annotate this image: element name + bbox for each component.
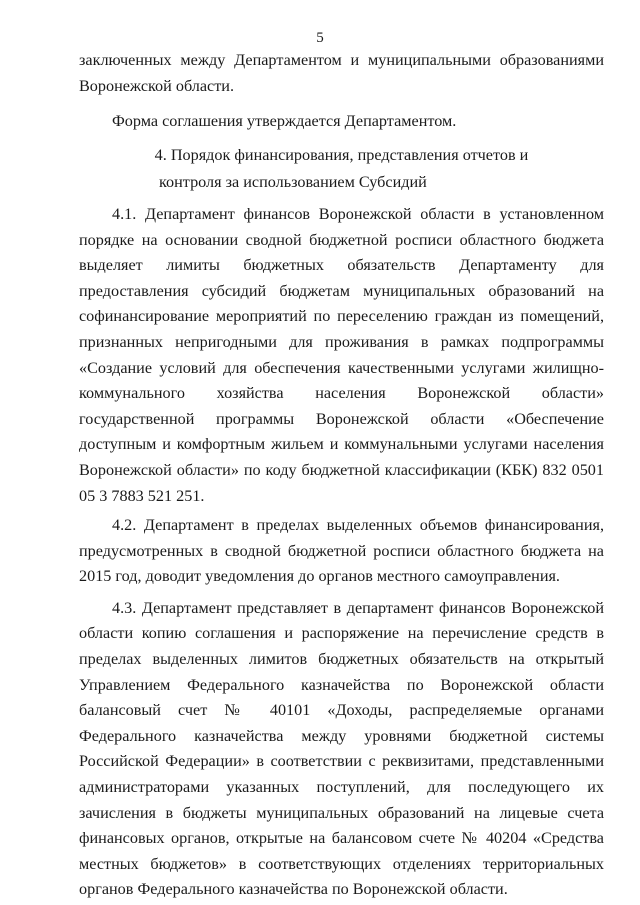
- paragraph-form: Форма соглашения утверждается Департаментом.: [112, 112, 457, 131]
- paragraph-4-2: 4.2. Департамент в пределах выделенных объемов финансирования, предусмотренных в сводной бюджетной росписи областного бюджета на 2015 год, доводит уведомления до органов местного самоуправления.: [79, 516, 604, 586]
- paragraph-4-3: 4.3. Департамент представляет в департамент финансов Воронежской области копию соглашения и распоряжение на перечисление средств в пределах выделенных лимитов бюджетных обязательств на открытый Управлением Федерального казначейства по Воронежской области балансовый счет № 40101 «Доходы, распределяемые органами Федерального казначейства между уровнями бюджетной системы Российской Федерации» в соответствии с реквизитами, представленными администраторами указанных поступлений, для последующего их зачисления в бюджеты муниципальных образований на лицевые счета финансовых органов, открытые на балансовом счете № 40204 «Средства местных бюджетов» в соответствующих отделениях территориальных органов Федерального казначейства по Воронежской области.: [79, 598, 604, 899]
- section-title-line-1: 4. Порядок финансирования, представления отчетов и: [154, 145, 529, 164]
- paragraph-continuation: заключенных между Департаментом и муниципальными образованиями Воронежской области.: [79, 51, 604, 95]
- section-title-line-2: контроля за использованием Субсидий: [159, 173, 427, 192]
- paragraph-4-1: 4.1. Департамент финансов Воронежской области в установленном порядке на основании сводной бюджетной росписи областного бюджета выделяет лимиты бюджетных обязательств Департаменту для предоставления субсидий бюджетам муниципальных образований на софинансирование мероприятий по переселению граждан из помещений, признанных непригодными для проживания в рамках подпрограммы «Создание условий для обеспечения качественными услугами жилищно-коммунального хозяйства населения Воронежской области» государственной программы Воронежской области «Обеспечение доступным и комфортным жильем и коммунальными услугами населения Воронежской области» по коду бюджетной классификации (КБК) 832 0501 05 3 7883 521 251.: [79, 204, 604, 505]
- document-body: [79, 48, 604, 903]
- page-number: 5: [316, 30, 324, 46]
